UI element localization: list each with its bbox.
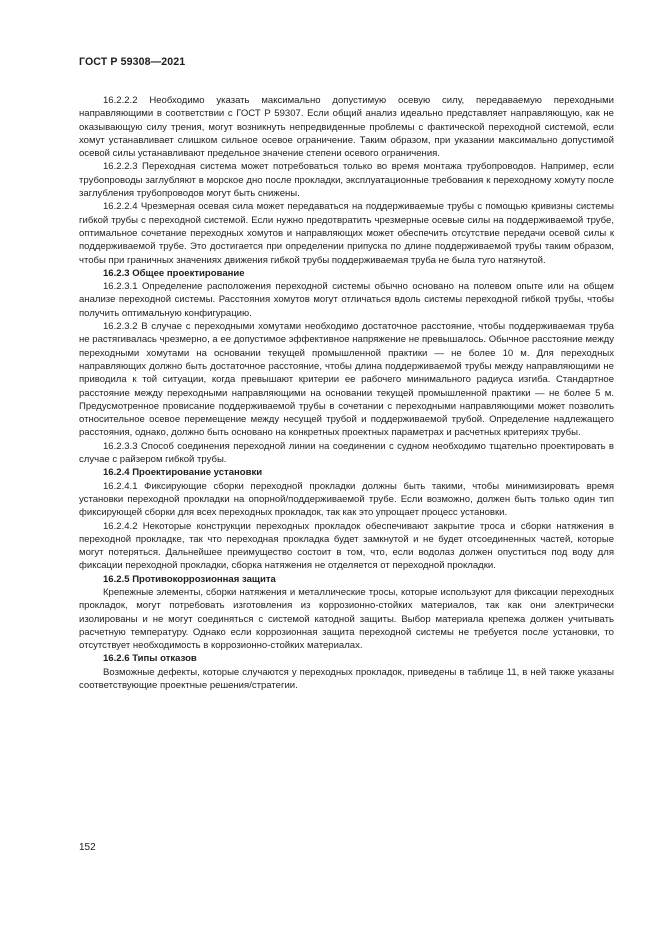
paragraph-16-2-4-2: 16.2.4.2 Некоторые конструкции переходных прокладок обеспечивают закрытие троса и сборки натяжения в переходной прокладке, так что переходная прокладка будет замкнутой и не будет отсоединенных частей, которые могут потеряться. Дальнейшее преимущество состоит в том, что, если водолаз должен опуститься под воду для фиксации переходной прокладки, сборка натяжения не отделяется от переходной прокладки. xyxy=(79,520,614,572)
paragraph-16-2-3-3: 16.2.3.3 Способ соединения переходной линии на соединении с судном необходимо тщательно проектировать в случае с райзером гибкой трубы. xyxy=(79,440,614,466)
section-heading-16-2-4: 16.2.4 Проектирование установки xyxy=(103,467,263,479)
section-heading-16-2-3: 16.2.3 Общее проектирование xyxy=(103,267,245,279)
section-heading-16-2-6: 16.2.6 Типы отказов xyxy=(103,653,197,665)
paragraph-16-2-6: Возможные дефекты, которые случаются у переходных прокладок, приведены в таблице 11, в ней также указаны соответствующие проектные решения/стратегии. xyxy=(79,666,614,692)
page-body xyxy=(79,94,614,692)
paragraph-16-2-4-1: 16.2.4.1 Фиксирующие сборки переходной прокладки должны быть такими, чтобы минимизировать время установки переходной прокладки на опорной/поддерживаемой трубе. Если возможно, должен быть только один тип фиксирующей сборки для всех переходных прокладок, так как это упрощает процесс установки. xyxy=(79,480,614,519)
paragraph-16-2-3-1: 16.2.3.1 Определение расположения переходной системы обычно основано на полевом опыте или на общем анализе переходной системы. Расстояния хомутов могут отличаться вдоль системы переходной гибкой трубы, чтобы получить оптимальную конфигурацию. xyxy=(79,281,614,319)
paragraph-16-2-2-3: 16.2.2.3 Переходная система может потребоваться только во время монтажа трубопроводов. Например, если трубопроводы заглубляют в морское дно после прокладки, эксплуатационные требования к переходному хомуту после заглубления трубопроводов могут быть снижены. xyxy=(79,161,614,200)
page-number: 152 xyxy=(79,842,96,853)
section-heading-16-2-5: 16.2.5 Противокоррозионная защита xyxy=(103,573,276,585)
paragraph-16-2-2-2: 16.2.2.2 Необходимо указать максимально допустимую осевую силу, передаваемую переходными направляющими в соответствии с ГОСТ Р 59307. Если общий анализ идеально представляет направляющую, как не оказывающую силу трения, могут возникнуть непредвиденные проблемы с фактической переходной системой, если хомут устанавливает слишком сильное осевое ограничение. Таким образом, при указании максимально допустимой осевой силы устанавливают предельное значение степени осевого ограничения. xyxy=(79,95,614,160)
paragraph-16-2-2-4: 16.2.2.4 Чрезмерная осевая сила может передаваться на поддерживаемые трубы с помощью кривизны системы гибкой трубы с переходной системой. Если нужно предотвратить чрезмерные осевые силы на поддерживаемой трубе, оптимальное сочетание переходных хомутов и направляющих может обеспечить отсутствие передачи осевой силы к поддерживаемой трубе. Это достигается при определении припуска по длине поддерживаемой трубы таким образом, чтобы при граничных значениях движения гибкой трубы поддерживаемая труба не была туго натянутой. xyxy=(79,201,614,266)
paragraph-16-2-3-2: 16.2.3.2 В случае с переходными хомутами необходимо достаточное расстояние, чтобы поддерживаемая труба не растягивалась чрезмерно, а ее допустимое эффективное напряжение не превышалось. Обычное расстояние между переходными хомутами на основании текущей промышленной практики — не более 10 м. Для переходных направляющих должно быть достаточное расстояние, чтобы длина поддерживаемой трубы между направляющими не приводила к той ситуации, когда превышают критерии ее рабочего минимального радиуса изгиба. Стандартное расстояние между переходными направляющими на основании текущей промышленной практики — не более 5 м. Предусмотренное провисание поддерживаемой трубы в сочетании с переходными направляющими может позволить относительное осевое перемещение между несущей трубой и поддерживаемой трубой. Определение надлежащего расстояния, однако, должно быть основано на конкретных проектных параметрах и расчетных критериях трубы. xyxy=(79,321,614,439)
paragraph-16-2-5: Крепежные элементы, сборки натяжения и металлические тросы, которые используют для фиксации переходных прокладок, могут потребовать изготовления из коррозионно-стойких материалов, так как они электрически изолированы и не могут соединяться с системой катодной защиты. Выбор материала крепежа должен учитывать расчетную температуру. Однако если коррозионная защита переходной системы не требуется после установки, то отсутствует необходимость в коррозионно-стойких материалах. xyxy=(79,586,614,652)
document-header: ГОСТ Р 59308—2021 xyxy=(79,56,186,68)
